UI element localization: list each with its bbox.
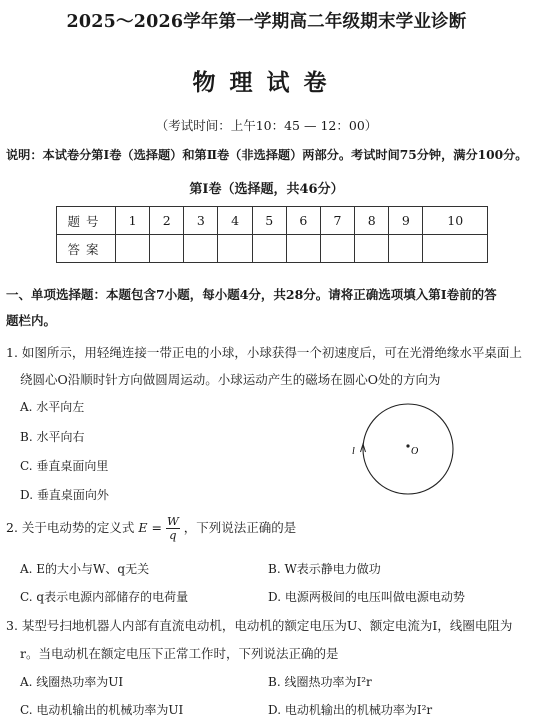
q2-option-a: A. E的大小与W、q无关: [20, 562, 150, 576]
part-title: 第Ⅰ卷（选择题，共46分）: [189, 182, 344, 197]
answer-cell[interactable]: [116, 235, 150, 263]
q2-suffix: ，下列说法正确的是: [183, 520, 297, 535]
center-label: O: [411, 446, 419, 457]
arrow-label: l: [352, 446, 355, 457]
q3-stem-line2: r。当电动机在额定电压下正常工作时，下列说法正确的是: [20, 646, 339, 661]
subject-title: 物理试卷: [192, 69, 341, 96]
answer-cell[interactable]: [423, 235, 488, 263]
answer-cell[interactable]: [355, 235, 389, 263]
q3-option-a: A. 线圈热功率为UI: [20, 675, 124, 689]
q1-stem-line2: 绕圆心O沿顺时针方向做圆周运动。小球运动产生的磁场在圆心O处的方向为: [20, 372, 441, 387]
answer-cell[interactable]: [320, 235, 354, 263]
instructions: 说明：本试卷分第Ⅰ卷（选择题）和第Ⅱ卷（非选择题）两部分。考试时间75分钟，满分100分。: [6, 148, 528, 162]
center-dot: [406, 444, 409, 447]
table-head-number: 题号: [57, 207, 116, 235]
answer-table: [56, 206, 488, 263]
answer-cell[interactable]: [218, 235, 252, 263]
q3-option-d: D. 电动机输出的机械功率为I²r: [268, 703, 433, 717]
table-cell: 7: [320, 207, 354, 235]
q2-option-d: D. 电源两极间的电压叫做电源电动势: [268, 590, 465, 604]
table-cell: 5: [252, 207, 286, 235]
table-cell: 10: [423, 207, 488, 235]
answer-cell[interactable]: [389, 235, 423, 263]
q1-option-a: A. 水平向左: [20, 400, 85, 414]
answer-cell[interactable]: [184, 235, 218, 263]
table-cell: 4: [218, 207, 252, 235]
exam-title: 2025～2026学年第一学期高二年级期末学业诊断: [66, 12, 467, 32]
section-heading-cont: 题栏内。: [6, 313, 57, 328]
q2-fraction: [166, 515, 180, 542]
answer-cell[interactable]: [252, 235, 286, 263]
table-cell: 2: [150, 207, 184, 235]
exam-time: （考试时间：上午10：45 — 12：00）: [155, 118, 378, 133]
q1-stem-line1: 1. 如图所示，用轻绳连接一带正电的小球，小球获得一个初速度后，可在光滑绝缘水平桌面上: [6, 345, 522, 360]
q1-option-b: B. 水平向右: [20, 430, 85, 444]
table-cell: 8: [355, 207, 389, 235]
table-cell: 1: [116, 207, 150, 235]
q1-option-c: C. 垂直桌面向里: [20, 459, 109, 473]
q1-option-d: D. 垂直桌面向外: [20, 488, 109, 502]
answer-cell[interactable]: [150, 235, 184, 263]
q3-option-c: C. 电动机输出的机械功率为UI: [20, 703, 184, 717]
q2-stem: [6, 515, 296, 542]
table-cell: 3: [184, 207, 218, 235]
frac-denominator: q: [169, 528, 177, 542]
table-cell: 6: [286, 207, 320, 235]
q2-option-c: C. q表示电源内部储存的电荷量: [20, 590, 189, 604]
table-cell: 9: [389, 207, 423, 235]
circle-figure: [352, 398, 468, 508]
table-row: [57, 207, 488, 235]
table-row: [57, 235, 488, 263]
section-heading: 一、单项选择题：本题包含7小题，每小题4分，共28分。请将正确选项填入第Ⅰ卷前的答: [6, 287, 497, 302]
circle-path: [363, 404, 453, 494]
q2-option-b: B. W表示静电力做功: [268, 562, 381, 576]
answer-cell[interactable]: [286, 235, 320, 263]
table-head-answer: 答案: [57, 235, 116, 263]
q2-prefix: 2. 关于电动势的定义式: [6, 520, 135, 535]
q3-option-b: B. 线圈热功率为I²r: [268, 675, 372, 689]
q3-stem-line1: 3. 某型号扫地机器人内部有直流电动机，电动机的额定电压为U、额定电流为I，线圈电阻为: [6, 618, 513, 633]
frac-numerator: W: [166, 514, 179, 528]
q2-formula-lhs: E =: [138, 520, 162, 535]
